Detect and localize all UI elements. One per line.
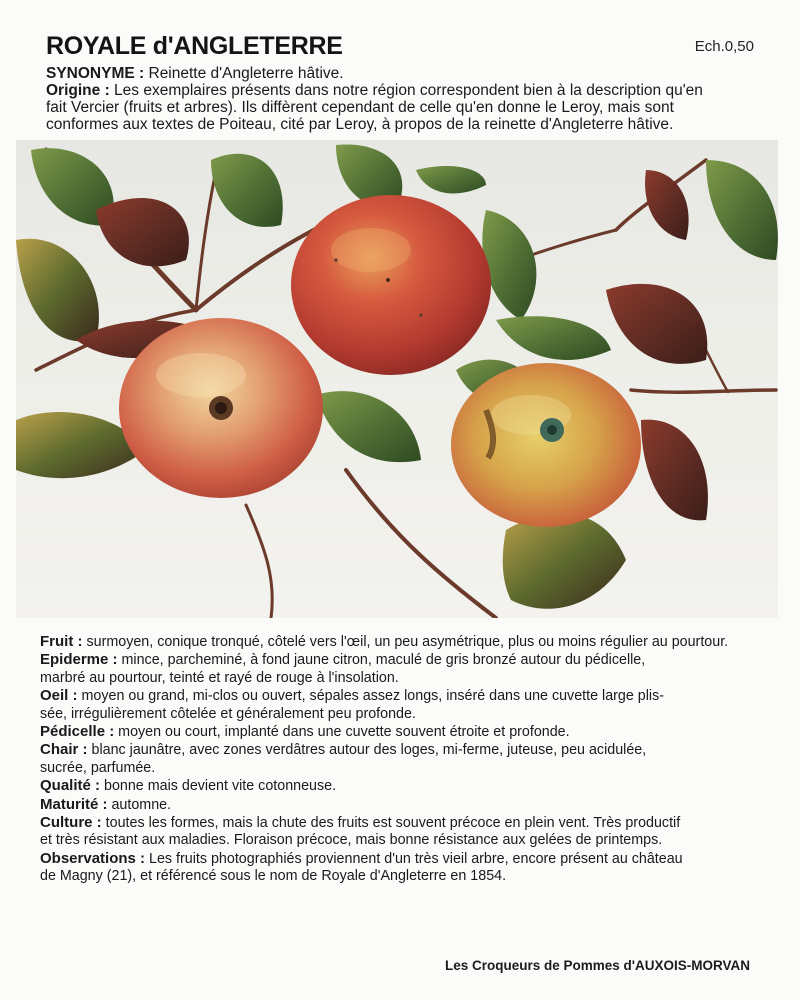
scale-label: Ech.0,50 xyxy=(694,38,754,55)
epiderme-line: marbré au pourtour, teinté et rayé de rouge à l'insolation. xyxy=(40,669,399,686)
epiderme-label: Epiderme : xyxy=(40,651,118,669)
maturite-label: Maturité : xyxy=(40,795,108,813)
observations-line: de Magny (21), et référencé sous le nom de Royale d'Angleterre en 1854. xyxy=(40,868,507,885)
synonyme-line xyxy=(46,65,766,82)
culture-label: Culture : xyxy=(40,814,102,832)
origine-line: fait Vercier (fruits et arbres). Ils diffèrent cependant de celle qu'en donne le Leroy, mais sont xyxy=(46,99,674,116)
origine-line: conformes aux textes de Poiteau, cité par Leroy, à propos de la reinette d'Angleterre hâtive. xyxy=(46,116,674,133)
oeil-line: Oeil : moyen ou grand, mi-clos ou ouvert, sépales assez longs, inséré dans une cuvette large plis- xyxy=(40,687,665,705)
apple-illustration xyxy=(16,140,778,618)
chair-line: sucrée, parfumée. xyxy=(40,759,156,776)
culture-line: Culture : toutes les formes, mais la chute des fruits est souvent précoce en plein vent. Très productif xyxy=(40,814,681,832)
footer-credit: Les Croqueurs de Pommes d'AUXOIS-MORVAN xyxy=(444,958,750,973)
synonyme-label: SYNONYME : xyxy=(46,65,145,82)
fruit-label: Fruit : xyxy=(40,633,83,650)
apple-photo xyxy=(16,140,778,618)
qualite-label: Qualité : xyxy=(40,777,101,795)
origine-text: Les exemplaires présents dans notre région correspondent bien à la description qu'en xyxy=(109,82,703,99)
observations-line: Observations : Les fruits photographiés proviennent d'un très vieil arbre, encore présent au château xyxy=(40,849,683,867)
synonyme-text: Reinette d'Angleterre hâtive. xyxy=(144,65,344,82)
page-title: ROYALE d'ANGLETERRE xyxy=(46,32,343,60)
origine-line xyxy=(46,82,766,99)
epiderme-line: Epiderme : mince, parcheminé, à fond jaune citron, maculé de gris bronzé autour du pédicelle, xyxy=(40,651,646,669)
pedicelle-line: Pédicelle : moyen ou court, implanté dans une cuvette souvent étroite et profonde. xyxy=(40,723,570,741)
intro-section xyxy=(46,65,766,133)
culture-line: et très résistant aux maladies. Floraison précoce, mais bonne résistance aux gelées de printemps. xyxy=(40,832,663,849)
qualite-line: Qualité : bonne mais devient vite cotonneuse. xyxy=(40,777,337,795)
origine-label: Origine : xyxy=(46,82,110,99)
chair-line: Chair : blanc jaunâtre, avec zones verdâtres autour des loges, mi-ferme, juteuse, peu acidulée, xyxy=(40,741,647,759)
fruit-line: Fruit : surmoyen, conique tronqué, côtelé vers l'œil, un peu asymétrique, plus ou moins régulier au pourtour. xyxy=(40,633,729,650)
observations-label: Observations : xyxy=(40,849,146,867)
pedicelle-label: Pédicelle : xyxy=(40,723,115,741)
chair-label: Chair : xyxy=(40,741,88,759)
maturite-line: Maturité : automne. xyxy=(40,795,172,813)
oeil-line: sée, irrégulièrement côtelée et généralement peu profonde. xyxy=(40,705,416,722)
oeil-label: Oeil : xyxy=(40,687,78,705)
description-section xyxy=(40,633,760,886)
